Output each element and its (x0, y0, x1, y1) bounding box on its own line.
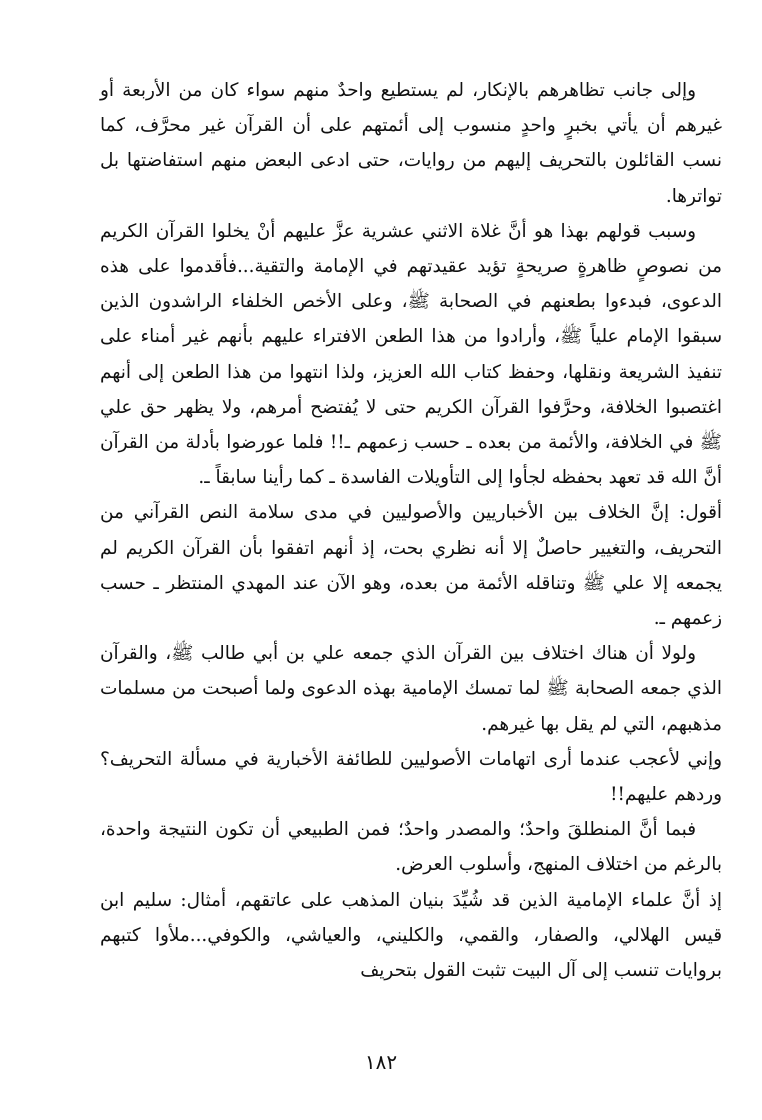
body-text (100, 73, 722, 988)
paragraph-4: ولولا أن هناك اختلاف بين القرآن الذي جمعه علي بن أبي طالب ﷺ، والقرآن الذي جمعه الصحابة ﷺ لما تمسك الإمامية بهذه الدعوى ولما أصبحت من مسلمات مذهبهم، التي لم يقل بها غيرهم. (100, 643, 722, 735)
page-number: ١٨٢ (364, 1050, 398, 1074)
paragraph-5: وإني لأعجب عندما أرى اتهامات الأصوليين للطائفة الأخبارية في مسألة التحريف؟ وردهم عليهم!! (100, 748, 722, 806)
paragraph-1: وإلى جانب تظاهرهم بالإنكار، لم يستطيع واحدٌ منهم سواء كان من الأربعة أو غيرهم أن يأتي بخبرٍ واحدٍ منسوب إلى أئمتهم على أن القرآن غير محرَّف، كما نسب القائلون بالتحريف إليهم من روايات، حتى ادعى البعض منهم استفاضتها بل تواترها. (100, 80, 722, 207)
paragraph-3: أقول: إنَّ الخلاف بين الأخباريين والأصوليين في مدى سلامة النص القرآني من التحريف، والتغيير حاصلٌ إلا أنه نظري بحت، إذ أنهم اتفقوا بأن القرآن الكريم لم يجمعه إلا علي ﷺ وتناقله الأئمة من بعده، وهو الآن عند المهدي المنتظر ـ حسب زعمهم ـ. (100, 502, 722, 630)
paragraph-6: فبما أنَّ المنطلقَ واحدٌ؛ والمصدر واحدٌ؛ فمن الطبيعي أن تكون النتيجة واحدة، بالرغم من اختلاف المنهج، وأسلوب العرض. (100, 819, 722, 876)
paragraph-2: وسبب قولهم بهذا هو أنَّ غلاة الاثني عشرية عزَّ عليهم أنْ يخلوا القرآن الكريم من نصوصٍ ظاهرةٍ صريحةٍ تؤيد عقيدتهم في الإمامة والتقية...فأقدموا على هذه الدعوى، فبدءوا بطعنهم في الصحابة ﷺ، وعلى الأخص الخلفاء الراشدون الذين سبقوا الإمام علياً ﷺ، وأرادوا من هذا الطعن الافتراء عليهم بأنهم غير أمناء على تنفيذ الشريعة ونقلها، وحفظ كتاب الله العزيز، ولذا انتهوا من هذا الطعن إلى أنهم اغتصبوا الخلافة، وحرَّفوا القرآن الكريم حتى لا يُفتضح أمرهم، ولا يظهر حق علي ﷺ في الخلافة، والأئمة من بعده ـ حسب زعمهم ـ!! فلما عورضوا بأدلة من القرآن أنَّ الله قد تعهد بحفظه لجأوا إلى التأويلات الفاسدة ـ كما رأينا سابقاً ـ. (100, 220, 722, 489)
paragraph-7: إذ أنَّ علماء الإمامية الذين قد شُيِّدَ بنيان المذهب على عاتقهم، أمثال: سليم ابن قيس الهلالي، والصفار، والقمي، والكليني، والعياشي، والكوفي...ملأوا كتبهم بروايات تنسب إلى آل البيت تثبت القول بتحريف (100, 889, 722, 982)
